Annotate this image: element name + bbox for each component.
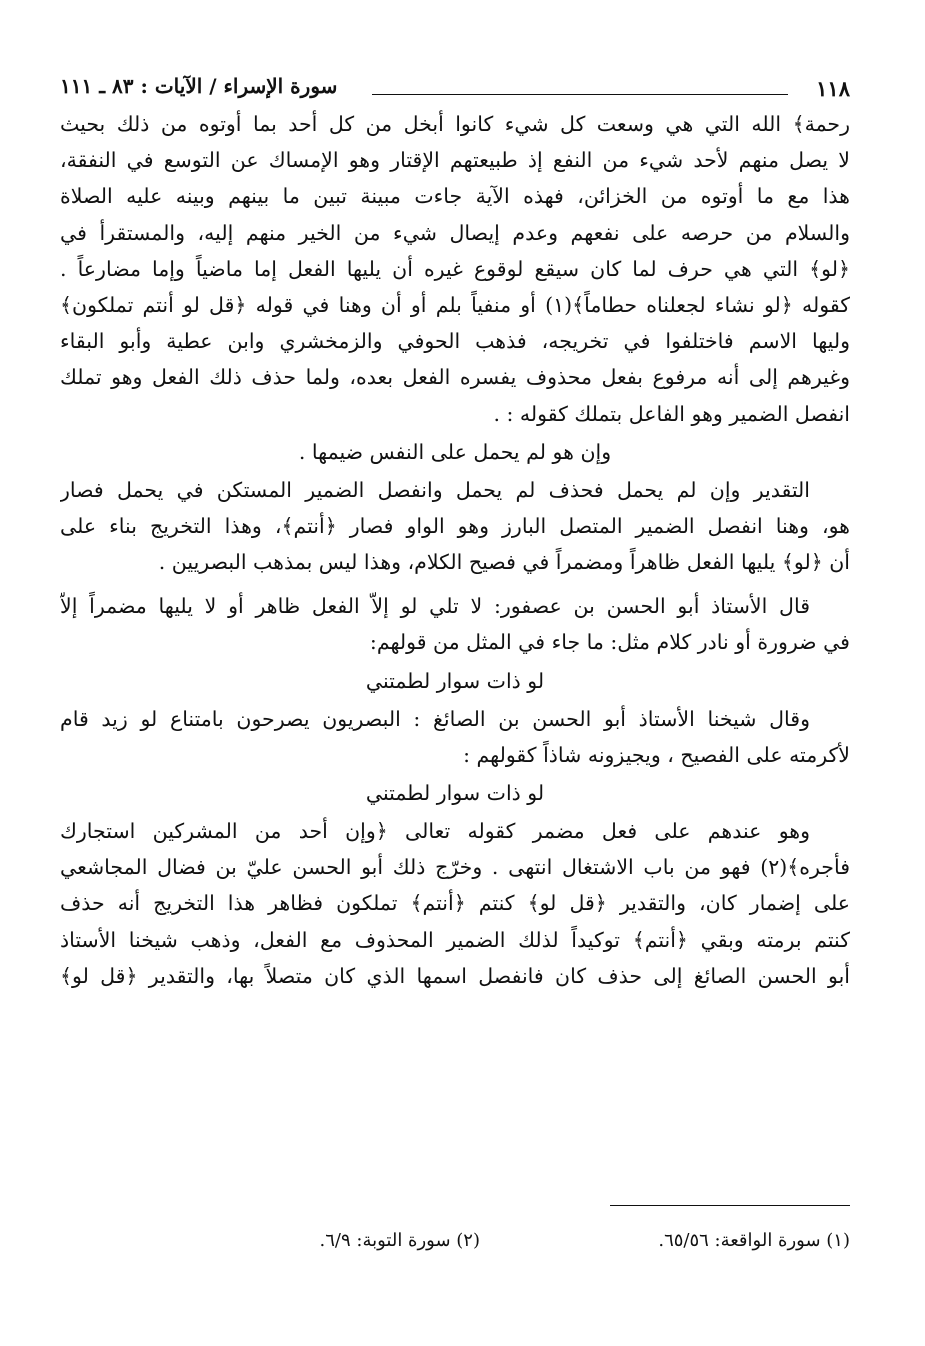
text-line: فأجره﴾(٢) فهو من باب الاشتغال انتهى . وخرّج ذلك أبو الحسن عليّ بن فضال المجاشعي bbox=[60, 855, 850, 880]
paragraph-4 bbox=[60, 701, 850, 773]
book-page bbox=[60, 70, 850, 1300]
text-line: كقوله ﴿لو نشاء لجعلناه حطاماً﴾(١) أو منفياً بلم أو أن وهنا في قوله ﴿قل لو أنتم تملكون﴾ bbox=[60, 292, 850, 317]
poetry-verse: وإن هو لم يحمل على النفس ضيمها . bbox=[298, 439, 612, 464]
header-rule bbox=[372, 94, 788, 95]
poetry-verse: لو ذات سوار لطمتني bbox=[365, 781, 545, 805]
text-line: هذا مع ما أوتوه من الخزائن، فهذه الآية جاءت مبينة تبين ما بينهم وبينه عليه الصلاة bbox=[60, 184, 850, 209]
text-line: في ضرورة أو نادر كلام مثل: ما جاء في المثل من قولهم: bbox=[369, 630, 850, 655]
paragraph-1 bbox=[60, 106, 850, 432]
running-title: سورة الإسراء / الآيات : ٨٣ ـ ١١١ bbox=[60, 74, 338, 98]
footnote-rule bbox=[610, 1205, 850, 1206]
page-header bbox=[60, 70, 850, 106]
paragraph-2 bbox=[60, 472, 850, 581]
text-line: ﴿لو﴾ التي هي حرف لما كان سيقع لوقوع غيره أن يليها الفعل إما ماضياً وإما مضارعاً . bbox=[60, 256, 850, 281]
text-line: وغيرهم إلى أنه مرفوع بفعل محذوف يفسره الفعل بعده، ولما حذف ذلك الفعل وهو تملك bbox=[60, 365, 850, 390]
page-number: ١١٨ bbox=[816, 76, 850, 101]
text-line: التقدير وإن لم يحمل فحذف لم يحمل وانفصل الضمير المستكن في يحمل فصار bbox=[60, 477, 810, 502]
text-line: انفصل الضمير وهو الفاعل بتملك كقوله : . bbox=[493, 401, 850, 426]
text-line: لأكرمته على الفصيح ، ويجيزونه شاذاً كقولهم : bbox=[463, 742, 850, 767]
text-line: أبو الحسن الصائغ إلى حذف كان فانفصل اسمها الذي كان متصلاً بها، والتقدير ﴿قل لو﴾ bbox=[60, 963, 850, 988]
text-line: رحمة﴾ الله التي هي وسعت كل شيء كانوا أبخل من كل أحد بما أوتوه من ذلك بحيث bbox=[60, 112, 850, 136]
text-line: كنتم برمته وبقي ﴿أنتم﴾ توكيداً لذلك الضمير المحذوف مع الفعل، وذهب شيخنا الأستاذ bbox=[60, 927, 850, 952]
text-line: أن ﴿لو﴾ يليها الفعل ظاهراً ومضمراً في فصيح الكلام، وهذا ليس بمذهب البصريين . bbox=[158, 550, 850, 575]
text-line: هو، وهنا انفصل الضمير المتصل البارز وهو الواو فصار ﴿أنتم﴾، وهذا التخريج بناء على bbox=[60, 513, 850, 538]
footnote-1: (١) سورة الواقعة: ٦٥/٥٦. bbox=[658, 1230, 850, 1251]
text-line: وقال شيخنا الأستاذ أبو الحسن بن الصائغ : البصريون يصرحون بامتناع لو زيد قام bbox=[60, 706, 810, 731]
footnote-2: (٢) سورة التوبة: ٦/٩. bbox=[319, 1230, 480, 1251]
text-line: وهو عندهم على فعل مضمر كقوله تعالى ﴿وإن أحد من المشركين استجارك bbox=[60, 819, 810, 843]
text-line: والسلام من حرصه على نفعهم وعدم إيصال شيء من الخير منهم إليه، والمستقرأ في bbox=[60, 220, 850, 245]
poetry-verse: لو ذات سوار لطمتني bbox=[365, 668, 545, 693]
text-line: لا يصل منهم لأحد شيء من النفع إذ طبيعتهم الإقتار وهو الإمساك عن التوسع في النفقة، bbox=[60, 148, 850, 173]
footnotes bbox=[60, 1226, 850, 1256]
paragraph-3 bbox=[60, 588, 850, 660]
paragraph-5 bbox=[60, 813, 850, 994]
text-line: على إضمار كان، والتقدير ﴿قل لو﴾ كنتم ﴿أنتم﴾ تملكون فظاهر هذا التخريج أنه حذف bbox=[60, 891, 850, 916]
text-line: وليها الاسم فاختلفوا في تخريجه، فذهب الحوفي والزمخشري وابن عطية وأبو البقاء bbox=[60, 329, 850, 354]
text-line: قال الأستاذ أبو الحسن بن عصفور: لا تلي لو إلاّ الفعل ظاهر أو لا يليها مضمراً إلاّ bbox=[60, 594, 810, 619]
